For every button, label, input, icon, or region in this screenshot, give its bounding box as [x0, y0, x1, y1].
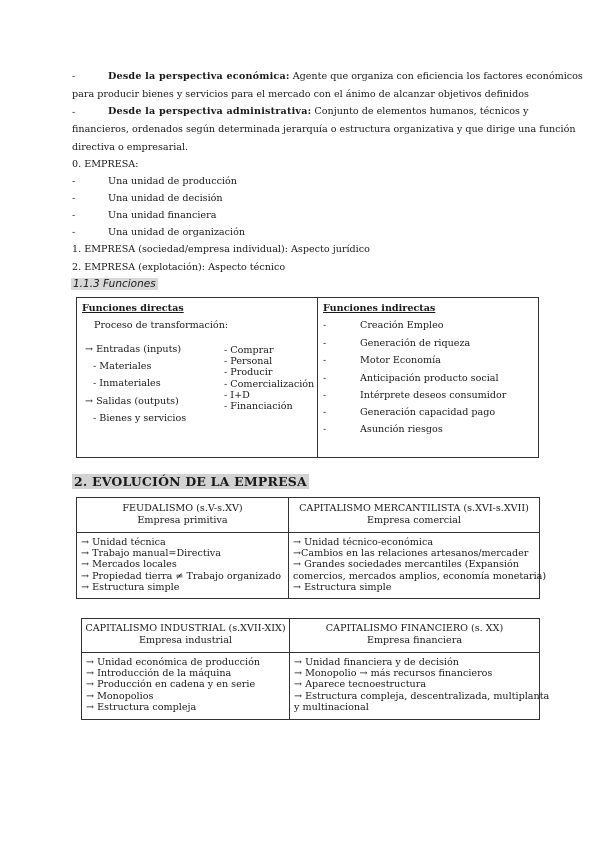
mercantilista-title	[289, 503, 539, 526]
list-item: → Estructura compleja, descentralizada, multiplanta	[294, 690, 550, 702]
list-item: →Cambios en las relaciones artesanos/mercader	[293, 548, 529, 560]
empresa-dash-4: -	[72, 227, 76, 238]
intro-item2-text-c: directiva o empresarial.	[72, 142, 189, 153]
salidas-label: → Salidas (outputs)	[85, 396, 179, 407]
inmateriales-label: - Inmateriales	[93, 378, 161, 389]
list-item: → Grandes sociedades mercantiles (Expansión	[293, 559, 519, 571]
feudalismo-subtitle: Empresa primitiva	[137, 514, 228, 526]
empresa-heading: 0. EMPRESA:	[72, 159, 139, 170]
direct-function-item: - Comprar	[224, 345, 274, 356]
direct-function-item: - Personal	[224, 356, 273, 368]
list-item: → Monopolio → más recursos financieros	[294, 668, 493, 680]
intro-dash-2: -	[72, 107, 76, 118]
empresa-item-2: Una unidad de decisión	[108, 193, 223, 204]
intro-item1-text-a: Agente que organiza con eficiencia los factores económicos	[292, 71, 583, 82]
intro-dash-1: -	[72, 71, 76, 82]
feudalismo-title	[77, 503, 288, 526]
list-item: → Producción en cadena y en serie	[86, 679, 256, 691]
industrial-subtitle: Empresa industrial	[139, 634, 232, 646]
evolucion-heading: 2. EVOLUCIÓN DE LA EMPRESA	[74, 474, 307, 489]
mercantilista-period: CAPITALISMO MERCANTILISTA (s.XVI-s.XVII)	[299, 503, 529, 514]
mercantilista-list	[293, 537, 546, 593]
mercantilista-subtitle: Empresa comercial	[367, 514, 461, 526]
indirecta-item: Generación de riqueza	[360, 338, 471, 349]
financiero-subtitle: Empresa financiera	[366, 634, 463, 646]
bienes-label: - Bienes y servicios	[93, 413, 187, 424]
list-item: comercios, mercados amplios, economía monetaria)	[293, 570, 547, 582]
empresa-line-2: 2. EMPRESA (explotación): Aspecto técnico	[72, 262, 286, 273]
indirecta-item: Intérprete deseos consumidor	[360, 390, 507, 401]
indirecta-item: Anticipación producto social	[360, 373, 499, 384]
industrial-period: CAPITALISMO INDUSTRIAL (s.XVII-XIX)	[85, 623, 286, 634]
indirecta-dash-1: -	[323, 320, 327, 331]
empresa-item-4: Una unidad de organización	[108, 227, 246, 238]
direct-function-item: - Comercialización	[224, 378, 315, 390]
list-item: y multinacional	[294, 701, 369, 713]
list-item: → Estructura compleja	[86, 701, 197, 713]
intro-item1	[108, 71, 583, 82]
indirecta-dash-7: -	[323, 424, 327, 435]
industrial-list	[86, 657, 260, 713]
directas-title: Funciones directas	[82, 303, 184, 314]
direct-functions-list	[224, 345, 314, 412]
intro-item1-label: Desde la perspectiva económica:	[108, 71, 290, 82]
list-item: → Introducción de la máquina	[86, 668, 232, 680]
list-item: → Monopolios	[86, 690, 154, 702]
proceso-label: Proceso de transformación:	[94, 320, 229, 331]
financiero-title	[290, 623, 539, 646]
list-item: → Estructura simple	[293, 581, 392, 593]
list-item: → Aparece tecnoestructura	[294, 679, 427, 691]
feudalismo-period: FEUDALISMO (s.V-s.XV)	[122, 503, 243, 514]
indirectas-title: Funciones indirectas	[323, 303, 436, 314]
intro-item1-text-b: para producir bienes y servicios para el mercado con el ánimo de alcanzar objetivos definidos	[72, 89, 529, 100]
indirecta-item: Motor Economía	[360, 355, 441, 366]
table2-header-rule	[81, 652, 540, 653]
empresa-line-1: 1. EMPRESA (sociedad/empresa individual): Aspecto jurídico	[72, 244, 370, 255]
feudalismo-list	[81, 537, 281, 593]
list-item: → Unidad técnico-económica	[293, 537, 434, 548]
intro-item2-text-a: Conjunto de elementos humanos, técnicos y	[314, 106, 529, 117]
direct-function-item: - Financiación	[224, 401, 293, 413]
intro-item2-text-b: financieros, ordenados según determinada jerarquía o estructura organizativa y que dirige una función	[72, 124, 576, 135]
empresa-item-3: Una unidad financiera	[108, 210, 217, 221]
intro-item2-label: Desde la perspectiva administrativa:	[108, 106, 312, 117]
indirecta-dash-3: -	[323, 355, 327, 366]
indirecta-dash-4: -	[323, 373, 327, 384]
entradas-label: → Entradas (inputs)	[85, 344, 182, 355]
list-item: → Unidad financiera y de decisión	[294, 657, 459, 668]
list-item: → Trabajo manual=Directiva	[81, 548, 221, 560]
financiero-period: CAPITALISMO FINANCIERO (s. XX)	[325, 623, 504, 634]
table1-header-rule	[76, 532, 540, 533]
empresa-dash-1: -	[72, 176, 76, 187]
funciones-subtitle: 1.1.3 Funciones	[73, 278, 156, 290]
empresa-dash-2: -	[72, 193, 76, 204]
list-item: → Unidad económica de producción	[86, 657, 261, 668]
financiero-list	[294, 657, 549, 713]
list-item: → Estructura simple	[81, 581, 180, 593]
intro-item2	[108, 106, 544, 117]
materiales-label: - Materiales	[93, 361, 152, 372]
indirecta-dash-6: -	[323, 407, 327, 418]
empresa-dash-3: -	[72, 210, 76, 221]
direct-function-item: - Producir	[224, 367, 273, 379]
indirecta-dash-5: -	[323, 390, 327, 401]
list-item: → Mercados locales	[81, 559, 177, 571]
indirecta-item: Creación Empleo	[360, 320, 444, 331]
empresa-item-1: Una unidad de producción	[108, 176, 237, 187]
list-item: → Unidad técnica	[81, 537, 166, 548]
indirecta-dash-2: -	[323, 338, 327, 349]
indirecta-item: Generación capacidad pago	[360, 407, 496, 418]
direct-function-item: - I+D	[224, 389, 250, 401]
indirecta-item: Asunción riesgos	[360, 424, 443, 435]
funciones-divider	[317, 297, 318, 458]
industrial-title	[82, 623, 289, 646]
list-item: → Propiedad tierra ≠ Trabajo organizado	[81, 570, 282, 582]
